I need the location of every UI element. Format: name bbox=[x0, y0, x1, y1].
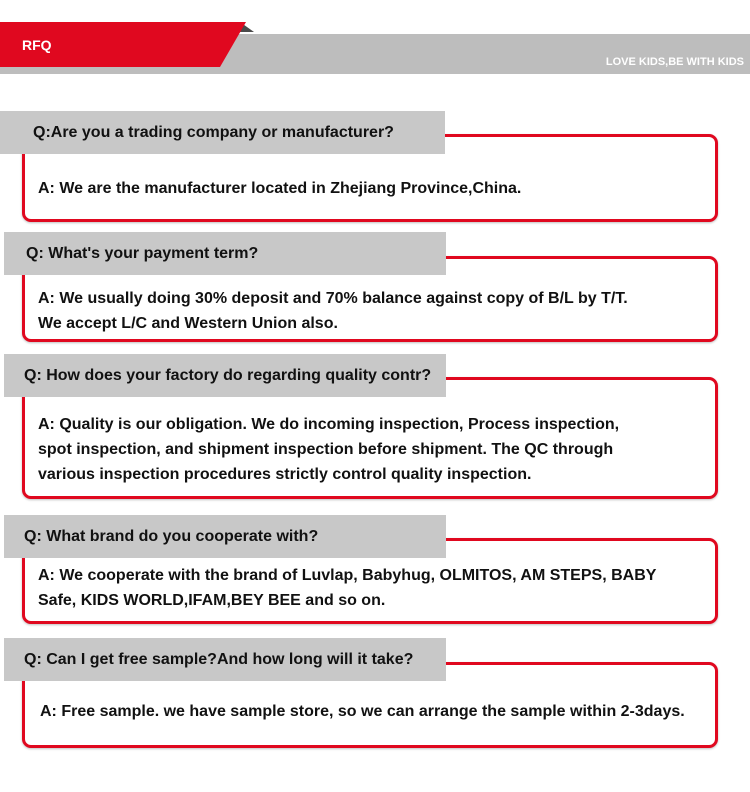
question-bar bbox=[0, 111, 445, 154]
question-text: Q: Can I get free sample?And how long will it take? bbox=[24, 650, 414, 668]
answer-line: various inspection procedures strictly control quality inspection. bbox=[38, 466, 532, 483]
answer-text bbox=[40, 699, 685, 724]
answer-text bbox=[38, 286, 628, 336]
answer-text bbox=[38, 412, 619, 487]
question-bar bbox=[4, 232, 446, 275]
answer-line: A: Free sample. we have sample store, so we can arrange the sample within 2-3days. bbox=[40, 703, 685, 720]
question-bar bbox=[4, 638, 446, 681]
answer-line: Safe, KIDS WORLD,IFAM,BEY BEE and so on. bbox=[38, 592, 386, 609]
answer-line: A: We usually doing 30% deposit and 70% balance against copy of B/L by T/T. bbox=[38, 290, 628, 307]
question-text: Q:Are you a trading company or manufacturer? bbox=[33, 123, 394, 141]
answer-text bbox=[38, 176, 521, 201]
header-slogan: LOVE KIDS,BE WITH KIDS bbox=[605, 56, 744, 68]
answer-line: A: Quality is our obligation. We do incoming inspection, Process inspection, bbox=[38, 416, 620, 433]
header-title: RFQ bbox=[22, 37, 52, 53]
answer-line: spot inspection, and shipment inspection before shipment. The QC through bbox=[38, 441, 614, 458]
question-text: Q: What brand do you cooperate with? bbox=[24, 527, 319, 545]
answer-line: We accept L/C and Western Union also. bbox=[38, 315, 338, 332]
question-bar bbox=[4, 515, 446, 558]
answer-text bbox=[38, 563, 656, 613]
question-text: Q: What's your payment term? bbox=[26, 244, 259, 262]
question-bar bbox=[4, 354, 446, 397]
answer-line: A: We are the manufacturer located in Zhejiang Province,China. bbox=[38, 180, 522, 197]
answer-line: A: We cooperate with the brand of Luvlap, Babyhug, OLMITOS, AM STEPS, BABY bbox=[38, 567, 657, 584]
question-text: Q: How does your factory do regarding quality contr? bbox=[24, 366, 432, 384]
